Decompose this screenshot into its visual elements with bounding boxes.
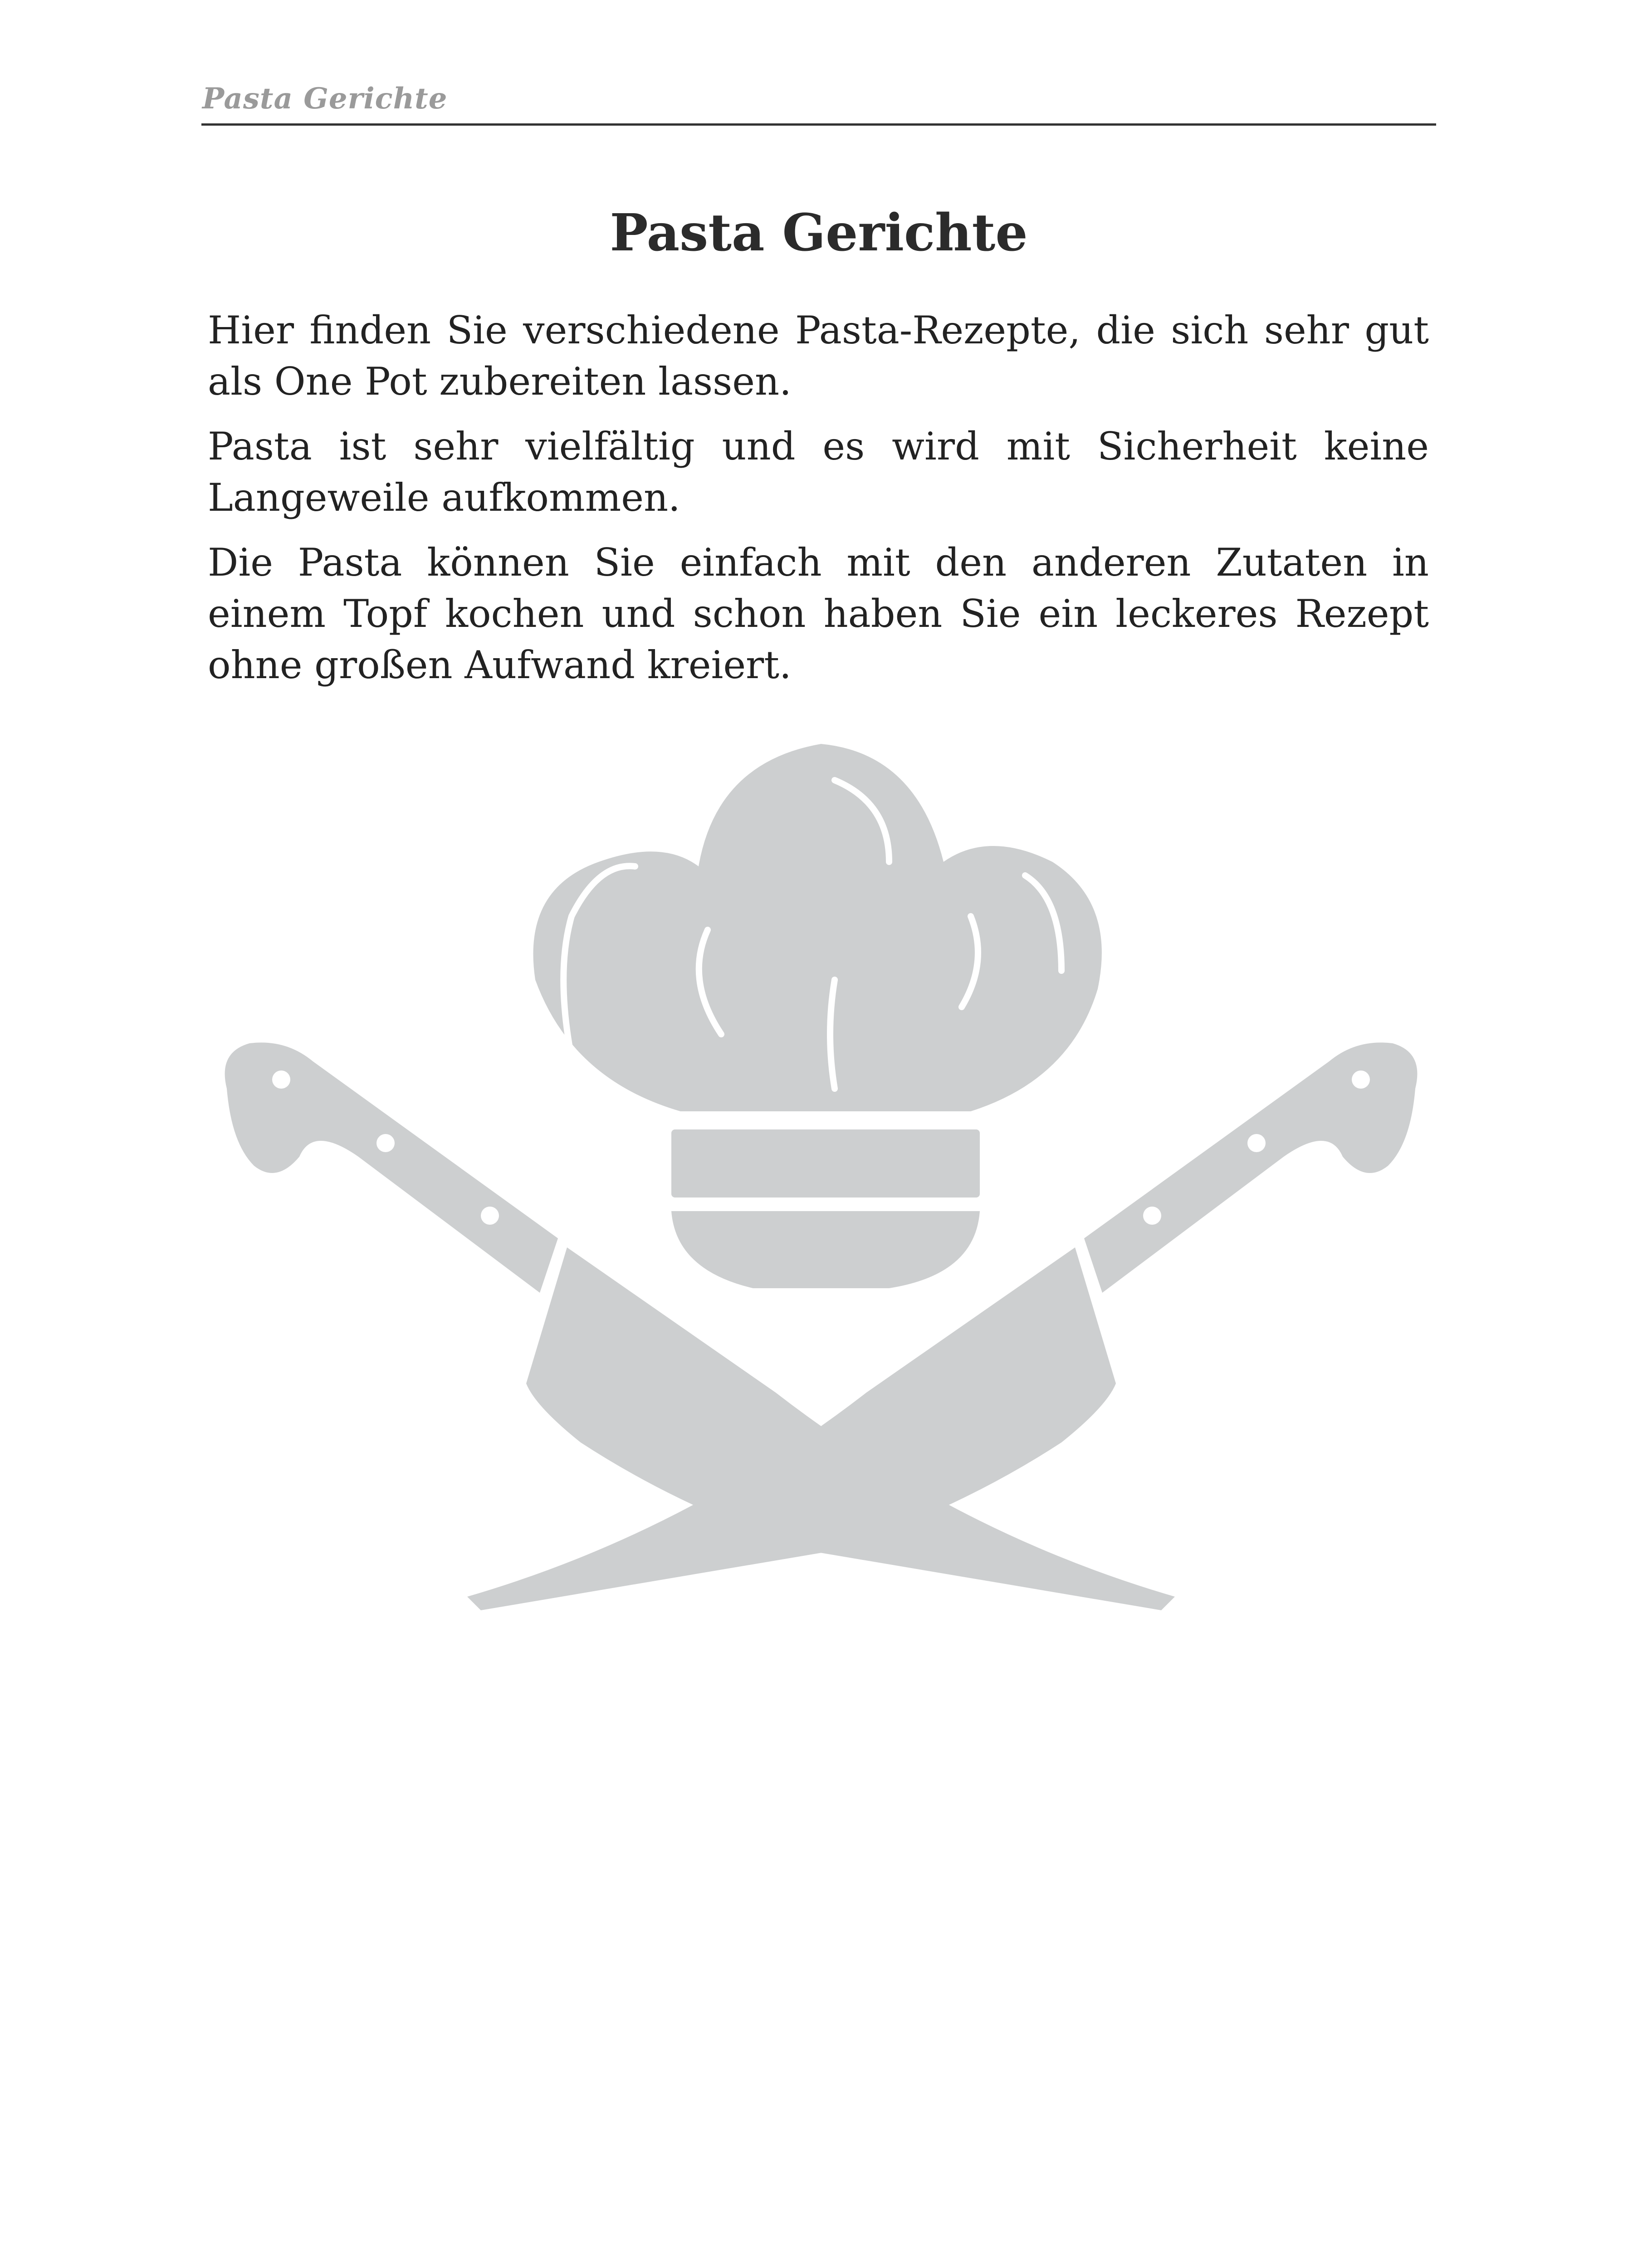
header-divider <box>201 123 1436 126</box>
chef-hat-crossed-knives-icon <box>209 726 1433 1633</box>
rivet-icon <box>272 1070 290 1089</box>
rivet-icon <box>481 1207 499 1225</box>
paragraph-intro: Hier finden Sie verschiedene Pasta-Rezepte, die sich sehr gut als One Pot zubereiten lassen. <box>208 308 1429 404</box>
paragraph-one-pot: Die Pasta können Sie einfach mit den anderen Zutaten in einem Topf kochen und schon haben Sie ein leckeres Rezept ohne großen Aufwand kreiert. <box>208 540 1429 687</box>
paragraph-variety: Pasta ist sehr vielfältig und es wird mit Sicherheit keine Langeweile aufkommen. <box>208 424 1429 520</box>
chef-hat-icon <box>533 744 1102 1288</box>
rivet-icon <box>1247 1134 1266 1152</box>
rivet-icon <box>1352 1070 1370 1089</box>
rivet-icon <box>376 1134 395 1152</box>
running-header: Pasta Gerichte <box>202 82 448 116</box>
page-title: Pasta Gerichte <box>610 203 1028 263</box>
rivet-icon <box>1143 1207 1161 1225</box>
